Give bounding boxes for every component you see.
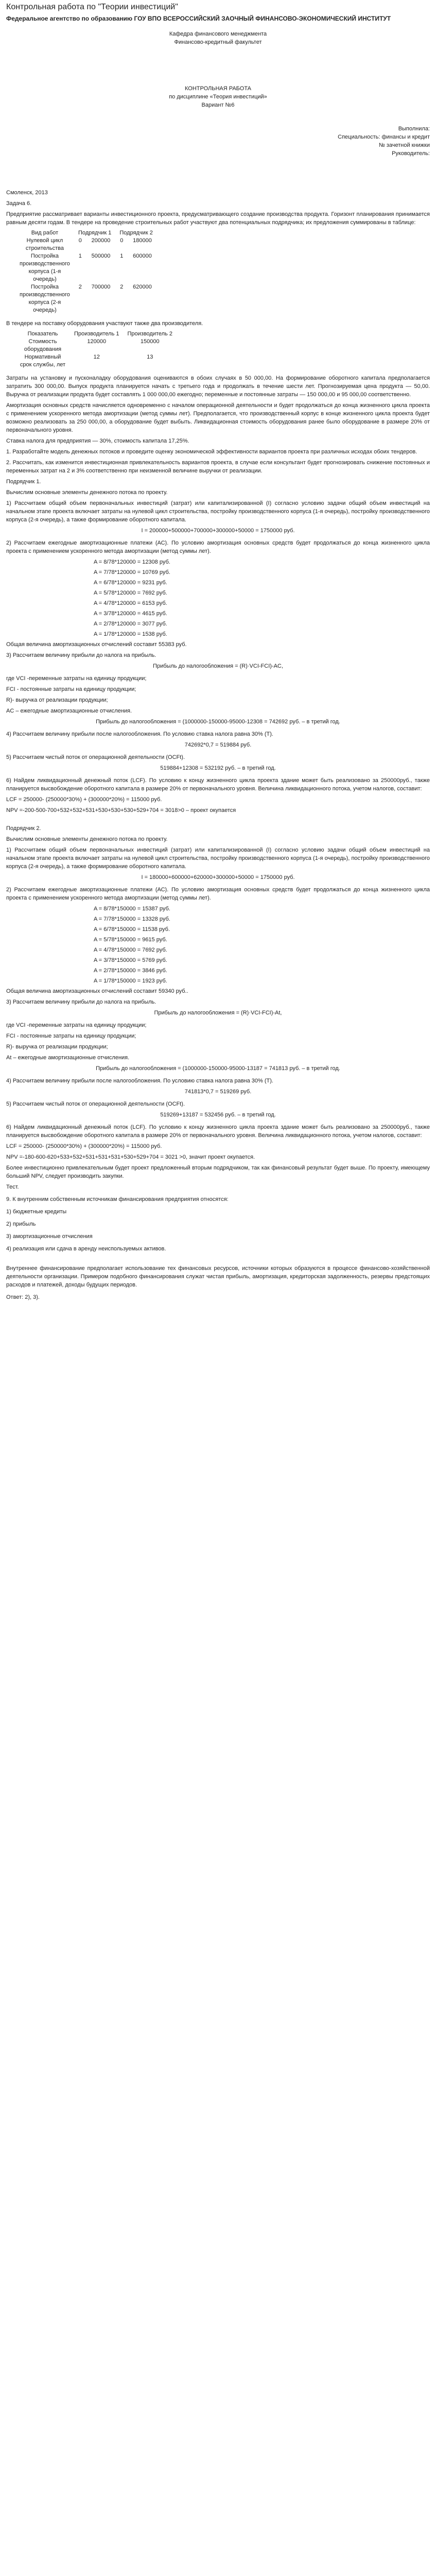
profit-calc-1: Прибыль до налогообложения = (1000000-150000-95000-12308 = 742692 руб. – в третий год. <box>96 719 340 725</box>
table-cell: 150000 <box>140 338 160 345</box>
supervisor: Руководитель: <box>392 150 430 157</box>
table-header-row <box>15 229 157 237</box>
npv-calc-2: NPV =-180-600-620+533+532+531+531+531+530+529+704 = 3021 >0, значит проект окупается. <box>6 1154 255 1160</box>
solution-step-6: 6) Найдем ликвидационный денежный поток (LCF). По условию к концу жизненного цикла проекта здание может быть реализовано за 250000руб., также планируется высвобождение оборотного капитала в размере 20% от первоначального уровня. Величина ликвидационного потока, учетом налогов, составит: <box>6 777 430 792</box>
list-item: FCI - постоянные затраты на единицу продукции; <box>6 686 136 692</box>
task-tax-rate: Ставка налога для предприятия — 30%, стоимость капитала 17,25%. <box>6 438 189 444</box>
depreciation-total-2: Общая величина амортизационных отчислений составит 59340 руб.. <box>6 988 188 994</box>
table-cell: 1 <box>120 253 124 259</box>
list-item: A = 4/78*150000 = 7692 руб. <box>94 947 167 953</box>
test-option: 4) реализация или сдача в аренду неиспользуемых активов. <box>6 1246 166 1252</box>
solution-step-5: 5) Рассчитаем чистый поток от операционной деятельности (OCFt). <box>6 754 185 760</box>
table-cell: 0 <box>78 238 82 244</box>
solution-step-4: 4) Рассчитаем величину прибыли после налогообложения. По условию ставка налога равна 30% (T). <box>6 731 273 737</box>
table-cell: 600000 <box>133 253 152 259</box>
variables-list-2 <box>6 1021 430 1062</box>
list-item: A = 2/78*120000 = 3077 руб. <box>94 621 167 627</box>
depreciation-list-1 <box>6 558 430 638</box>
page-title: Контрольная работа по "Теории инвестиций" <box>6 3 178 11</box>
test-heading: Тест. <box>6 1184 19 1190</box>
record-book: № зачетной книжки <box>378 142 430 148</box>
list-item: A = 5/78*150000 = 9615 руб. <box>94 937 167 943</box>
table-header: Производитель 1 <box>74 331 119 337</box>
table-cell: 1 <box>78 253 82 259</box>
task-body: Затраты на установку и пусконаладку оборудования оцениваются в обоих случаях в 50 000,00. На формирование оборотного капитала предполагается затратить 300 000,00. Выпуск продукта планируется начать с третьего года и продолжать в течение шести лет. Прогнозируемая цена продукта — 50,00. Выручка от реализации продукта будет составлять 1 000 000,00 ежегодно; переменные и постоянные затраты — 150 000,00 и 95 000,00 соответственно. <box>6 375 430 398</box>
table-header-row <box>15 330 177 338</box>
test-section <box>6 1183 430 1301</box>
lcf-calc-1: LCF = 250000- (250000*30%) + (300000*20%) = 115000 руб. <box>6 796 162 803</box>
test-option: 3) амортизационные отчисления <box>6 1233 93 1240</box>
profit-formula-2: Прибыль до налогообложения = (R)·VCI-FCI)-At, <box>154 1010 282 1016</box>
list-item: A = 6/78*150000 = 11538 руб. <box>94 926 170 933</box>
table-cell: Постройка производственного корпуса (2-я очередь) <box>20 284 70 313</box>
list-item: A = 1/78*120000 = 1538 руб. <box>94 631 167 637</box>
list-item: FCI - постоянные затраты на единицу продукции; <box>6 1033 136 1039</box>
table-cell: Нормативный срок службы, лет <box>20 354 66 368</box>
list-item: A = 8/78*150000 = 15387 руб. <box>94 906 170 912</box>
list-item: A = 3/78*150000 = 5769 руб. <box>94 957 167 963</box>
solution-elements-2: Вычислим основные элементы денежного потока по проекту. <box>6 836 168 842</box>
test-option: 2) прибыль <box>6 1221 36 1227</box>
list-item: A = 8/78*120000 = 12308 руб. <box>94 559 170 565</box>
discipline: по дисциплине «Теория инвестиций» <box>169 94 267 100</box>
tax-calc-2: 741813*0,7 = 519269 руб. <box>184 1089 252 1095</box>
table-cell: 120000 <box>87 338 107 345</box>
table-cell: 13 <box>147 354 153 360</box>
table-row <box>15 353 177 369</box>
table-row <box>15 252 157 283</box>
variant: Вариант №6 <box>201 102 235 108</box>
list-item: At – ежегодные амортизационные отчисления. <box>6 1055 130 1061</box>
task-question-2: 2. Рассчитать, как изменится инвестиционная привлекательность вариантов проекта, в случае если консультант будет прогнозировать снижение постоянных и переменных затрат на 2 и 3% соответственно при неизменной величине выручки от реализации. <box>6 460 430 474</box>
variables-list-1 <box>6 674 430 715</box>
table-row <box>15 237 157 252</box>
test-answer: Ответ: 2), 3). <box>6 1294 40 1300</box>
solution-sub-2: Подрядчик 2. <box>6 825 41 832</box>
equipment-intro: В тендере на поставку оборудования участвуют также два производителя. <box>6 320 203 327</box>
profit-calc-2: Прибыль до налогообложения = (1000000-150000-95000-13187 = 741813 руб. – в третий год. <box>96 1065 340 1072</box>
list-item: где VCI -переменные затраты на единицу продукции; <box>6 675 147 682</box>
lcf-calc-2: LCF = 250000- (250000*30%) + (300000*20%) = 115000 руб. <box>6 1143 162 1149</box>
table-cell: 500000 <box>91 253 111 259</box>
list-item: A = 1/78*150000 = 1923 руб. <box>94 978 167 984</box>
table-header: Производитель 2 <box>127 331 172 337</box>
specialty: Специальность: финансы и кредит <box>338 134 430 140</box>
solution-step-4b: 4) Рассчитаем величину прибыли после налогообложения. По условию ставка налога равна 30% (T). <box>6 1078 273 1084</box>
faculty: Финансово-кредитный факультет <box>174 39 262 45</box>
equipment-table <box>15 330 177 369</box>
solution-elements-1: Вычислим основные элементы денежного потока по проекту. <box>6 489 168 496</box>
table-header: Вид работ <box>31 230 59 236</box>
list-item: AC – ежегодные амортизационные отчисления. <box>6 708 132 714</box>
task-question-1: 1. Разработайте модель денежных потоков и проведите оценку экономической эффективности вариантов проекта при различных исходах обоих тендеров. <box>6 449 417 455</box>
tax-calc-1: 742692*0,7 = 519884 руб. <box>184 742 252 748</box>
ocf-calc-1: 519884+12308 = 532192 руб. – в третий год. <box>160 765 276 771</box>
task-intro: Предприятие рассматривает варианты инвестиционного проекта, предусматривающего создание производства продукта. Горизонт планирования принимается равным десяти годам. В тендере на проведение строительных работ участвуют два потенциальных подрядчика; их предложения суммированы в таблице: <box>6 211 430 226</box>
table-cell: 0 <box>120 238 124 244</box>
list-item: A = 4/78*120000 = 6153 руб. <box>94 600 167 606</box>
table-cell: Стоимость оборудования <box>24 338 62 352</box>
table-cell: Нулевой цикл строительства <box>25 238 64 251</box>
solution-step-1b: 1) Рассчитаем общий объем первоначальных инвестиций (затрат) или капитализированной (I) согласно условию задачи общий объем инвестиций на начальном этапе проекта включает затраты на нулевой цикл строительства, постройку производственного корпуса (1-я очередь), постройку производственного корпуса (2-я очередь), а также формирование оборотного капитала. <box>6 847 430 870</box>
formula-investment-1: I = 200000+500000+700000+300000+50000 = 1750000 руб. <box>141 528 295 534</box>
table-row <box>15 338 177 353</box>
list-item: A = 6/78*120000 = 9231 руб. <box>94 580 167 586</box>
table-cell: 620000 <box>133 284 152 290</box>
solution-step-1: 1) Рассчитаем общий объем первоначальных инвестиций (затрат) или капитализированной (I) согласно условию задачи общий объем инвестиций на начальном этапе проекта включает затраты на нулевой цикл строительства, постройку производственного корпуса (1-я очередь), постройку производственного корпуса (2-я очередь), а также формирование оборотного капитала. <box>6 500 430 523</box>
work-title: КОНТРОЛЬНАЯ РАБОТА <box>184 86 252 92</box>
performer: Выполнила: <box>398 126 430 132</box>
task-depreciation: Амортизация основных средств начисляется одновременно с началом операционной деятельности и будет продолжаться до конца жизненного цикла проекта с применением ускоренного метода амортизации (метод суммы лет). Предполагается, что производственный корпус в конце жизненного цикла проекта будет возможно реализовать за 250 000,00, а оборудование будет выбыть. Ликвидационная стоимость оборудования ранее было оборудование в размере 20% от первоначального уровня. <box>6 402 430 433</box>
list-item: A = 7/78*150000 = 13328 руб. <box>94 916 170 922</box>
solution-conclusion: Более инвестиционно привлекательным будет проект предложенный вторым подрядчиком, так как финансовый результат будет выше. По проекту, имеющему больший NPV, следует производить закупки. <box>6 1165 430 1179</box>
table-cell: 180000 <box>133 238 152 244</box>
solution-step-6b: 6) Найдем ликвидационный денежный поток (LCF). По условию к концу жизненного цикла проекта здание может быть реализовано за 250000руб., также планируется высвобождение оборотного капитала в размере 20% от первоначального уровня. Величина ликвидационного потока, учетом налогов, составит: <box>6 1124 430 1139</box>
table-cell: 200000 <box>91 238 111 244</box>
table-header: Подрядчик 1 <box>78 230 112 236</box>
table-header: Показатель <box>27 331 58 337</box>
formula-investment-2: I = 180000+600000+620000+300000+50000 = 1750000 руб. <box>141 874 295 880</box>
solution-step-3: 3) Рассчитаем величину прибыли до налога на прибыль. <box>6 652 156 658</box>
list-item: A = 7/78*120000 = 10769 руб. <box>94 569 170 575</box>
list-item: A = 3/78*120000 = 4615 руб. <box>94 611 167 617</box>
contractors-table <box>15 229 157 314</box>
list-item: R)- выручка от реализации продукции; <box>6 697 108 703</box>
npv-calc-1: NPV =-200-500-700+532+532+531+530+530+530+529+704 = 3018>0 – проект окупается <box>6 807 236 814</box>
list-item: A = 5/78*120000 = 7692 руб. <box>94 590 167 596</box>
list-item: где VCI -переменные затраты на единицу продукции; <box>6 1022 147 1028</box>
table-header: Подрядчик 2 <box>119 230 153 236</box>
depreciation-list-2 <box>6 905 430 985</box>
list-item: A = 2/78*150000 = 3846 руб. <box>94 968 167 974</box>
agency-name: Федеральное агентство по образованию ГОУ ВПО ВСЕРОССИЙСКИЙ ЗАОЧНЫЙ ФИНАНСОВО-ЭКОНОМИЧЕСКИЙ ИНСТИТУТ <box>6 15 391 22</box>
table-cell: 700000 <box>91 284 111 290</box>
solution-step-5b: 5) Рассчитаем чистый поток от операционной деятельности (OCFt). <box>6 1101 185 1107</box>
test-option: 1) бюджетные кредиты <box>6 1209 67 1215</box>
table-row <box>15 283 157 314</box>
ocf-calc-2: 519269+13187 = 532456 руб. – в третий год. <box>160 1112 276 1118</box>
test-explanation: Внутреннее финансирование предполагает использование тех финансовых ресурсов, источники которых образуются в процессе финансово-хозяйственной деятельности организации. Примером подобного финансирования служат чистая прибыль, амортизация, кредиторская задолженность, резервы предстоящих расходов и платежей, доходы будущих периодов. <box>6 1265 430 1288</box>
solution-step-3b: 3) Рассчитаем величину прибыли до налога на прибыль. <box>6 999 156 1005</box>
department: Кафедра финансового менеджмента <box>169 31 267 37</box>
profit-formula-1: Прибыль до налогообложения = (R)·VCI-FCI)-AC, <box>153 663 283 669</box>
table-cell: 2 <box>120 284 124 290</box>
solution-sub-1: Подрядчик 1. <box>6 479 41 485</box>
table-cell: Постройка производственного корпуса (1-я очередь) <box>20 253 70 282</box>
test-question: 9. К внутренним собственным источникам финансирования предприятия относятся: <box>6 1196 229 1202</box>
task-number: Задача 6. <box>6 200 32 207</box>
city-year: Смоленск, 2013 <box>6 190 48 196</box>
solution-step-2b: 2) Рассчитаем ежегодные амортизационные платежи (АС). По условию амортизация основных средств будет продолжаться до конца жизненного цикла проекта с применением ускоренного метода амортизации (метод суммы лет). <box>6 887 430 901</box>
solution-step-2: 2) Рассчитаем ежегодные амортизационные платежи (АС). По условию амортизация основных средств будет продолжаться до конца жизненного цикла проекта с применением ускоренного метода амортизации (метод суммы лет). <box>6 540 430 554</box>
table-cell: 12 <box>93 354 100 360</box>
list-item: R)- выручка от реализации продукции; <box>6 1044 108 1050</box>
table-cell: 2 <box>78 284 82 290</box>
depreciation-total-1: Общая величина амортизационных отчислений составит 55383 руб. <box>6 641 187 648</box>
